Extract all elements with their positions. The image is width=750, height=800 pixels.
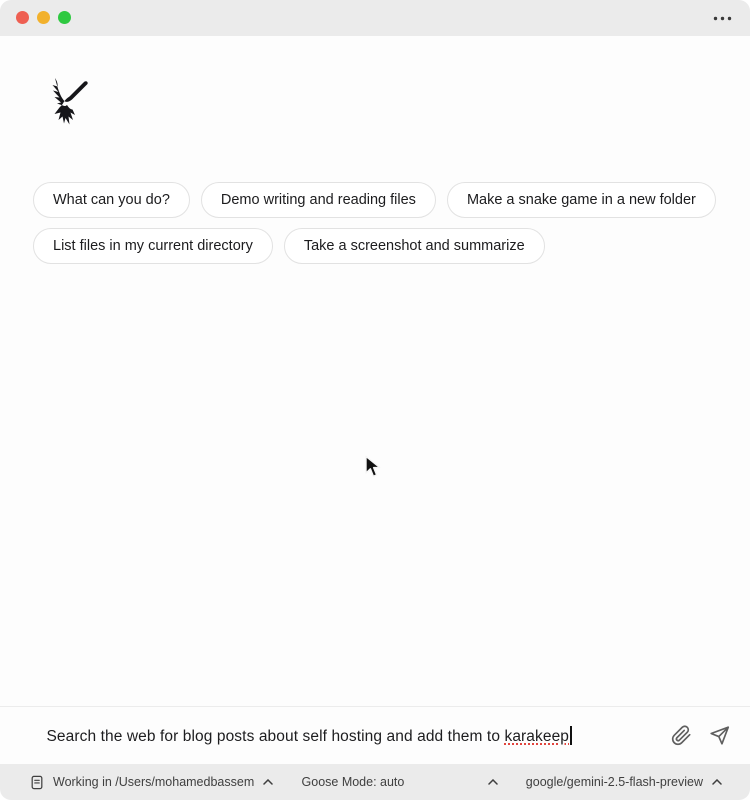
suggestion-row-1 (33, 182, 730, 218)
goose-mode-label: Goose Mode: auto (301, 775, 405, 789)
working-directory-selector[interactable] (30, 775, 273, 790)
chevron-up-icon (263, 779, 273, 785)
text-caret (570, 726, 572, 745)
suggestion-pill-screenshot-summarize[interactable]: Take a screenshot and summarize (284, 228, 545, 264)
titlebar (0, 0, 750, 36)
document-icon (30, 775, 44, 790)
chat-input[interactable] (20, 708, 655, 764)
send-icon (709, 725, 730, 746)
ellipsis-icon (713, 16, 732, 21)
suggestion-pill-list-files[interactable]: List files in my current directory (33, 228, 273, 264)
suggestion-pills (33, 182, 730, 274)
mouse-cursor-pointer (364, 455, 383, 479)
chat-input-bar (0, 706, 750, 764)
goose-mode-selector[interactable] (302, 775, 498, 789)
more-options-button[interactable] (713, 10, 732, 26)
model-selector[interactable] (526, 775, 722, 789)
chat-input-text: Search the web for blog posts about self hosting and add them to (46, 727, 505, 745)
suggestion-pill-snake-game[interactable]: Make a snake game in a new folder (447, 182, 716, 218)
model-label: google/gemini-2.5-flash-preview (525, 775, 703, 789)
send-message-button[interactable] (707, 723, 732, 748)
paperclip-icon (671, 725, 692, 746)
suggestion-pill-what-can-you-do[interactable]: What can you do? (33, 182, 190, 218)
minimize-window-button[interactable] (37, 11, 50, 24)
chat-main-area (0, 36, 750, 706)
chevron-up-icon (712, 779, 722, 785)
suggestion-row-2 (33, 228, 730, 264)
traffic-lights (16, 11, 71, 24)
close-window-button[interactable] (16, 11, 29, 24)
maximize-window-button[interactable] (58, 11, 71, 24)
attach-file-button[interactable] (669, 723, 694, 748)
goose-logo (42, 76, 92, 128)
suggestion-pill-demo-writing-reading[interactable]: Demo writing and reading files (201, 182, 436, 218)
chat-input-misspelled-word: karakeep (504, 727, 570, 745)
input-actions (669, 723, 732, 748)
status-bar (0, 764, 750, 800)
chevron-up-icon (488, 779, 498, 785)
working-directory-label: Working in /Users/mohamedbassem (53, 775, 255, 789)
